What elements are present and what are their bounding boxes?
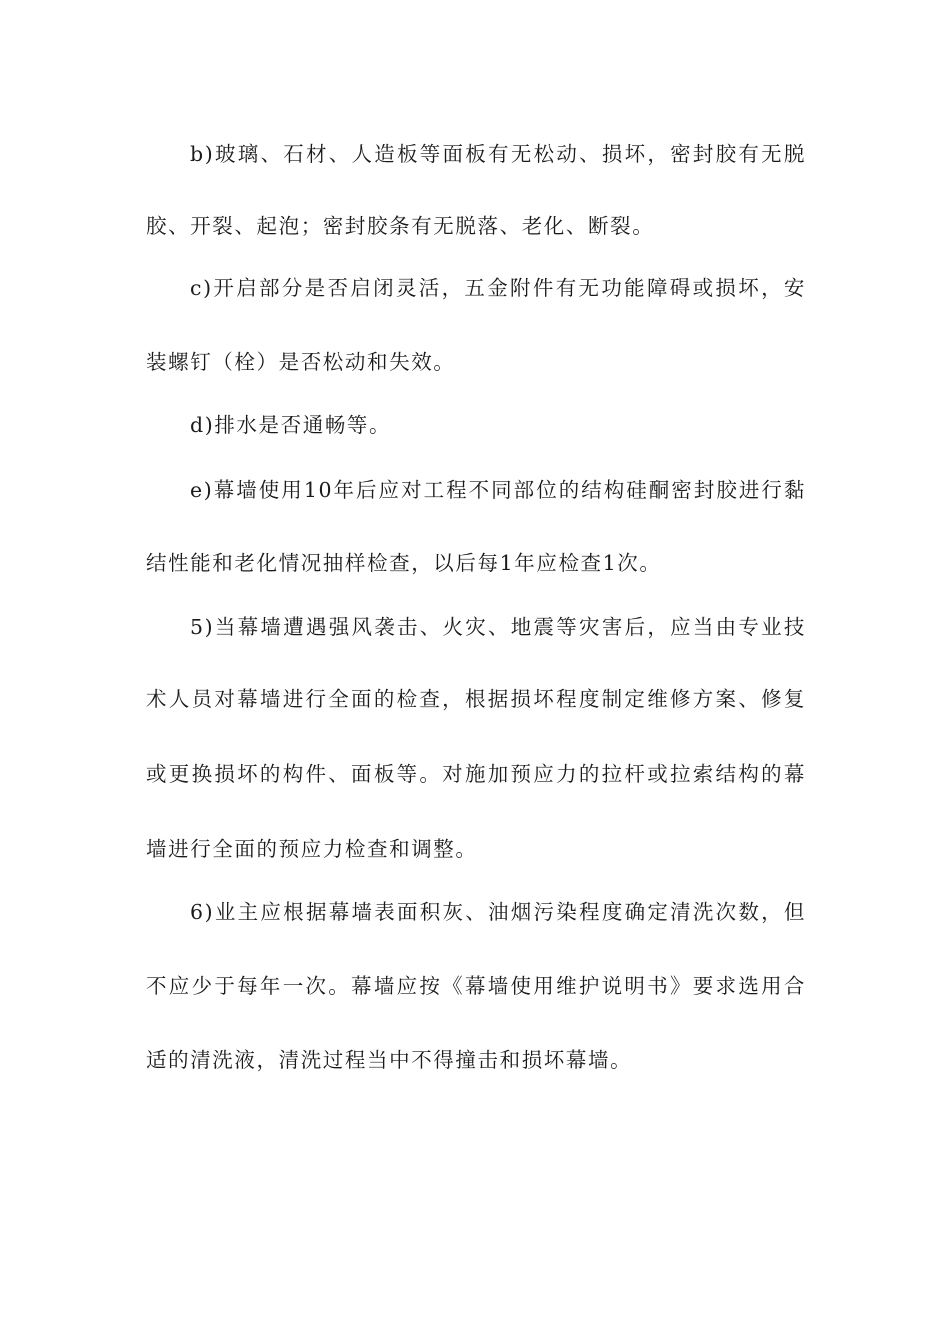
- text-line-5-1: 5)当幕墙遭遇强风袭击、火灾、地震等灾害后，应当由专业技: [190, 615, 806, 639]
- text-line-6-3: 适的清洗液，清洗过程当中不得撞击和损坏幕墙。: [146, 1048, 633, 1072]
- text-line-d: d)排水是否通畅等。: [190, 413, 392, 437]
- text-line-5-3: 或更换损坏的构件、面板等。对施加预应力的拉杆或拉索结构的幕: [146, 762, 806, 786]
- text-line-6-2: 不应少于每年一次。幕墙应按《幕墙使用维护说明书》要求选用合: [146, 974, 806, 998]
- text-line-b-1: b)玻璃、石材、人造板等面板有无松动、损坏，密封胶有无脱: [190, 142, 806, 166]
- text-line-5-2: 术人员对幕墙进行全面的检查，根据损坏程度制定维修方案、修复: [146, 687, 806, 711]
- text-line-5-4: 墙进行全面的预应力检查和调整。: [146, 837, 478, 861]
- text-line-e-2: 结性能和老化情况抽样检查，以后每1年应检查1次。: [146, 551, 662, 575]
- text-line-6-1: 6)业主应根据幕墙表面积灰、油烟污染程度确定清洗次数，但: [190, 900, 806, 924]
- text-line-b-2: 胶、开裂、起泡；密封胶条有无脱落、老化、断裂。: [146, 214, 655, 238]
- text-line-c-1: c)开启部分是否启闭灵活，五金附件有无功能障碍或损坏，安: [190, 276, 806, 300]
- text-line-e-1: e)幕墙使用10年后应对工程不同部位的结构硅酮密封胶进行黏: [190, 478, 806, 502]
- text-line-c-2: 装螺钉（栓）是否松动和失效。: [146, 350, 456, 374]
